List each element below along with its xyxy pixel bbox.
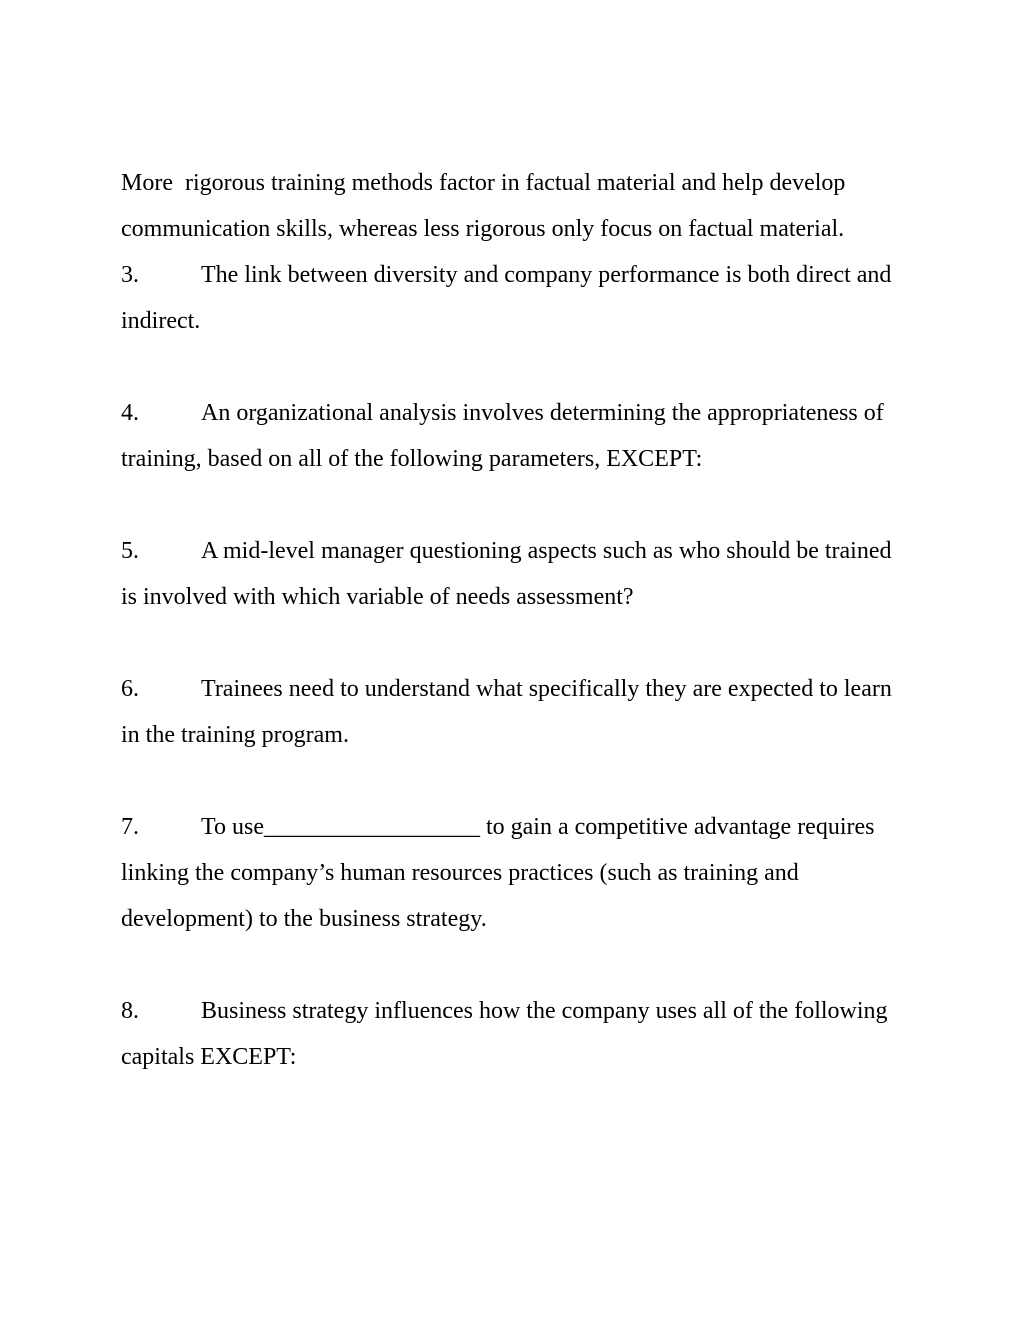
intro-paragraph: More rigorous training methods factor in factual material and help develop communication skills, whereas less rigorous only focus on factual material. (121, 170, 852, 242)
question-text: To use__________________ to gain a competitive advantage requires linking the company’s human resources practices (such as training and development) to the business strategy. (121, 814, 875, 932)
document-page (121, 160, 911, 1080)
question-4 (121, 390, 911, 482)
question-number: 4. (121, 400, 139, 426)
question-text: A mid-level manager questioning aspects such as who should be trained is involved with which variable of needs assessment? (121, 538, 892, 610)
question-text: Business strategy influences how the company uses all of the following capitals EXCEPT: (121, 998, 888, 1070)
question-number: 5. (121, 538, 139, 564)
question-number: 6. (121, 676, 139, 702)
question-text: An organizational analysis involves determining the appropriateness of training, based on all of the following parameters, EXCEPT: (121, 400, 884, 472)
question-7 (121, 804, 911, 942)
question-number: 7. (121, 814, 139, 840)
question-number: 8. (121, 998, 139, 1024)
question-text: Trainees need to understand what specifically they are expected to learn in the training program. (121, 676, 892, 748)
question-6 (121, 666, 911, 758)
question-number: 3. (121, 262, 139, 288)
question-text: The link between diversity and company performance is both direct and indirect. (121, 262, 892, 334)
question-8 (121, 988, 911, 1080)
question-5 (121, 528, 911, 620)
question-3 (121, 252, 911, 344)
